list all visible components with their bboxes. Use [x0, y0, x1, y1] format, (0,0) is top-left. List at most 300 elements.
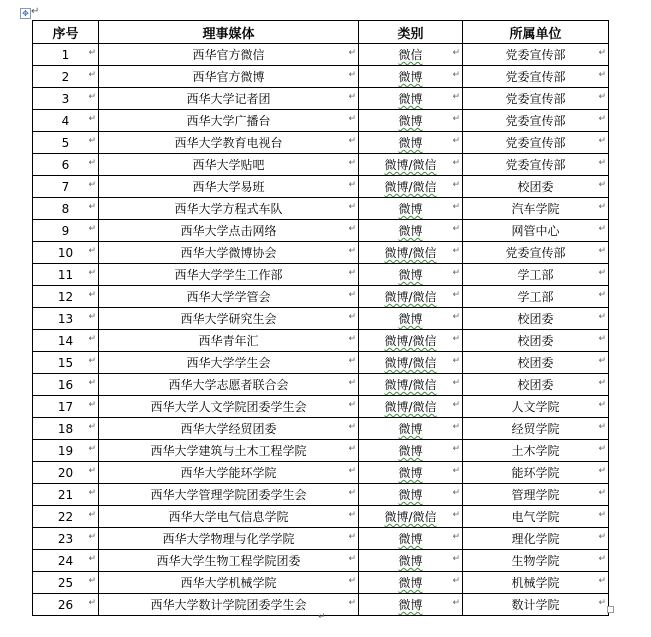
cell-media[interactable]	[99, 440, 359, 462]
cell-end-mark-icon: ↵	[452, 576, 460, 586]
cell-index[interactable]	[33, 396, 99, 418]
cell-end-mark-icon: ↵	[88, 532, 96, 542]
cell-media[interactable]	[99, 374, 359, 396]
cell-end-mark-icon: ↵	[88, 554, 96, 564]
cell-end-mark-icon: ↵	[598, 202, 606, 212]
cell-index[interactable]	[33, 44, 99, 66]
cell-index[interactable]	[33, 330, 99, 352]
cell-unit-text: 管理学院	[511, 488, 560, 502]
cell-unit[interactable]	[463, 132, 609, 154]
cell-end-mark-icon: ↵	[348, 224, 356, 234]
cell-end-mark-icon: ↵	[88, 180, 96, 190]
cell-end-mark-icon: ↵	[598, 444, 606, 454]
cell-media-text: 西华大学管理学院团委学生会	[150, 488, 307, 502]
cell-index-text: 24	[57, 553, 74, 568]
cell-end-mark-icon: ↵	[348, 576, 356, 586]
cell-end-mark-icon: ↵	[88, 312, 96, 322]
cell-index[interactable]	[33, 88, 99, 110]
cell-index[interactable]	[33, 308, 99, 330]
cell-media-text: 西华大学人文学院团委学生会	[150, 400, 307, 414]
table-row	[33, 110, 609, 132]
cell-index[interactable]	[33, 242, 99, 264]
cell-media-text: 西华官方微博	[192, 70, 265, 84]
table-row	[33, 506, 609, 528]
cell-media[interactable]	[99, 176, 359, 198]
cell-category[interactable]	[359, 88, 463, 110]
cell-media[interactable]	[99, 264, 359, 286]
cell-media[interactable]	[99, 330, 359, 352]
table-row	[33, 242, 609, 264]
cell-unit[interactable]	[463, 264, 609, 286]
table-header-row	[33, 21, 609, 44]
cell-category-text: 微博	[398, 114, 423, 128]
table-row	[33, 132, 609, 154]
cell-end-mark-icon: ↵	[88, 48, 96, 58]
cell-end-mark-icon: ↵	[452, 290, 460, 300]
cell-media[interactable]	[99, 220, 359, 242]
cell-index[interactable]	[33, 176, 99, 198]
cell-end-mark-icon: ↵	[88, 268, 96, 278]
cell-end-mark-icon: ↵	[348, 378, 356, 388]
cell-end-mark-icon: ↵	[452, 532, 460, 542]
cell-media[interactable]	[99, 484, 359, 506]
header-unit: 所属单位	[463, 21, 609, 44]
cell-category[interactable]	[359, 110, 463, 132]
cell-end-mark-icon: ↵	[452, 466, 460, 476]
cell-category-text: 微博	[398, 554, 423, 568]
cell-unit[interactable]	[463, 418, 609, 440]
cell-unit-text: 党委宣传部	[505, 114, 566, 128]
cell-category[interactable]	[359, 330, 463, 352]
cell-unit-text: 电气学院	[511, 510, 560, 524]
cell-media[interactable]	[99, 418, 359, 440]
table-row	[33, 308, 609, 330]
cell-end-mark-icon: ↵	[598, 224, 606, 234]
table-body	[33, 44, 609, 616]
table-row	[33, 528, 609, 550]
cell-unit[interactable]	[463, 154, 609, 176]
cell-media-text: 西华大学物理与化学学院	[162, 532, 295, 546]
cell-category-text: 微博	[398, 532, 423, 546]
cell-unit[interactable]	[463, 308, 609, 330]
cell-end-mark-icon: ↵	[348, 488, 356, 498]
table-row	[33, 462, 609, 484]
cell-end-mark-icon: ↵	[452, 554, 460, 564]
cell-unit-text: 党委宣传部	[505, 136, 566, 150]
cell-category[interactable]	[359, 198, 463, 220]
paragraph-mark-icon: ↵	[31, 6, 40, 17]
cell-end-mark-icon: ↵	[88, 92, 96, 102]
cell-media-text: 西华大学生物工程学院团委	[156, 554, 301, 568]
cell-unit[interactable]	[463, 484, 609, 506]
cell-category-text: 微博/微信	[384, 246, 437, 260]
cell-category-text: 微博	[398, 92, 423, 106]
cell-media-text: 西华大学能环学院	[180, 466, 277, 480]
cell-category[interactable]	[359, 528, 463, 550]
cell-media[interactable]	[99, 550, 359, 572]
cell-media[interactable]	[99, 66, 359, 88]
cell-end-mark-icon: ↵	[348, 400, 356, 410]
cell-end-mark-icon: ↵	[88, 70, 96, 80]
cell-unit[interactable]	[463, 220, 609, 242]
cell-media[interactable]	[99, 352, 359, 374]
cell-unit[interactable]	[463, 330, 609, 352]
table-row	[33, 66, 609, 88]
cell-category[interactable]	[359, 66, 463, 88]
cell-end-mark-icon: ↵	[88, 202, 96, 212]
cell-end-mark-icon: ↵	[452, 444, 460, 454]
cell-unit[interactable]	[463, 176, 609, 198]
cell-unit-text: 校团委	[517, 334, 554, 348]
cell-unit-text: 网管中心	[511, 224, 560, 238]
table-resize-handle[interactable]	[607, 606, 614, 613]
cell-index-text: 10	[57, 245, 74, 260]
cell-unit-text: 校团委	[517, 312, 554, 326]
table-row	[33, 220, 609, 242]
cell-index[interactable]	[33, 418, 99, 440]
cell-category[interactable]	[359, 374, 463, 396]
cell-unit-text: 理化学院	[511, 532, 560, 546]
cell-end-mark-icon: ↵	[88, 290, 96, 300]
cell-media-text: 西华大学机械学院	[180, 576, 277, 590]
cell-index-text: 3	[61, 91, 70, 106]
cell-end-mark-icon: ↵	[348, 510, 356, 520]
cell-index[interactable]	[33, 352, 99, 374]
cell-end-mark-icon: ↵	[88, 510, 96, 520]
cell-category-text: 微博/微信	[384, 356, 437, 370]
cell-category[interactable]	[359, 440, 463, 462]
cell-end-mark-icon: ↵	[452, 334, 460, 344]
cell-media-text: 西华大学教育电视台	[174, 136, 283, 150]
cell-index[interactable]	[33, 550, 99, 572]
cell-index-text: 13	[57, 311, 74, 326]
cell-index-text: 19	[57, 443, 74, 458]
cell-end-mark-icon: ↵	[452, 488, 460, 498]
cell-media[interactable]	[99, 462, 359, 484]
cell-end-mark-icon: ↵	[598, 488, 606, 498]
cell-index[interactable]	[33, 484, 99, 506]
cell-index[interactable]	[33, 66, 99, 88]
cell-end-mark-icon: ↵	[348, 48, 356, 58]
cell-unit[interactable]	[463, 88, 609, 110]
cell-end-mark-icon: ↵	[348, 290, 356, 300]
cell-end-mark-icon: ↵	[348, 92, 356, 102]
cell-index-text: 22	[57, 509, 74, 524]
cell-media-text: 西华大学点击网络	[180, 224, 277, 238]
header-index: 序号	[33, 21, 99, 44]
cell-unit-text: 生物学院	[511, 554, 560, 568]
paragraph-mark-icon: ↵	[318, 612, 326, 622]
cell-end-mark-icon: ↵	[348, 444, 356, 454]
cell-category-text: 微博	[398, 576, 423, 590]
cell-end-mark-icon: ↵	[88, 224, 96, 234]
cell-category[interactable]	[359, 572, 463, 594]
table-row	[33, 418, 609, 440]
cell-index-text: 7	[61, 179, 70, 194]
cell-index-text: 6	[61, 157, 70, 172]
cell-end-mark-icon: ↵	[598, 290, 606, 300]
cell-end-mark-icon: ↵	[598, 554, 606, 564]
cell-index-text: 11	[57, 267, 74, 282]
cell-media[interactable]	[99, 198, 359, 220]
cell-media[interactable]	[99, 528, 359, 550]
cell-end-mark-icon: ↵	[348, 312, 356, 322]
cell-category[interactable]	[359, 44, 463, 66]
table-row	[33, 352, 609, 374]
cell-index-text: 23	[57, 531, 74, 546]
cell-index[interactable]	[33, 440, 99, 462]
cell-unit[interactable]	[463, 374, 609, 396]
cell-unit[interactable]	[463, 506, 609, 528]
cell-end-mark-icon: ↵	[598, 532, 606, 542]
cell-category-text: 微博	[398, 136, 423, 150]
cell-unit-text: 党委宣传部	[505, 246, 566, 260]
cell-end-mark-icon: ↵	[598, 158, 606, 168]
cell-category[interactable]	[359, 154, 463, 176]
cell-end-mark-icon: ↵	[88, 334, 96, 344]
cell-category-text: 微博	[398, 268, 423, 282]
cell-index-text: 9	[61, 223, 70, 238]
cell-category-text: 微博/微信	[384, 378, 437, 392]
cell-end-mark-icon: ↵	[348, 158, 356, 168]
cell-end-mark-icon: ↵	[348, 334, 356, 344]
table-row	[33, 198, 609, 220]
cell-end-mark-icon: ↵	[598, 180, 606, 190]
table-row	[33, 484, 609, 506]
table-row	[33, 286, 609, 308]
cell-media[interactable]	[99, 396, 359, 418]
cell-end-mark-icon: ↵	[88, 158, 96, 168]
cell-unit-text: 数计学院	[511, 598, 560, 612]
cell-media[interactable]	[99, 242, 359, 264]
cell-end-mark-icon: ↵	[598, 312, 606, 322]
cell-unit-text: 机械学院	[511, 576, 560, 590]
cell-media[interactable]	[99, 44, 359, 66]
cell-index[interactable]	[33, 220, 99, 242]
cell-unit-text: 党委宣传部	[505, 70, 566, 84]
cell-end-mark-icon: ↵	[598, 422, 606, 432]
cell-index-text: 20	[57, 465, 74, 480]
cell-category[interactable]	[359, 352, 463, 374]
cell-end-mark-icon: ↵	[598, 466, 606, 476]
cell-end-mark-icon: ↵	[598, 268, 606, 278]
cell-category-text: 微博/微信	[384, 290, 437, 304]
cell-index[interactable]	[33, 286, 99, 308]
cell-unit[interactable]	[463, 572, 609, 594]
cell-index-text: 4	[61, 113, 70, 128]
cell-end-mark-icon: ↵	[348, 268, 356, 278]
cell-unit[interactable]	[463, 396, 609, 418]
cell-unit[interactable]	[463, 440, 609, 462]
cell-media-text: 西华大学贴吧	[192, 158, 265, 172]
cell-index[interactable]	[33, 264, 99, 286]
cell-unit-text: 党委宣传部	[505, 48, 566, 62]
cell-index-text: 2	[61, 69, 70, 84]
cell-end-mark-icon: ↵	[88, 488, 96, 498]
cell-unit[interactable]	[463, 462, 609, 484]
cell-index-text: 1	[61, 47, 70, 62]
cell-category-text: 微博	[398, 466, 423, 480]
table-row	[33, 176, 609, 198]
cell-end-mark-icon: ↵	[452, 180, 460, 190]
cell-media-text: 西华大学学生会	[186, 356, 271, 370]
cell-end-mark-icon: ↵	[88, 378, 96, 388]
cell-media-text: 西华大学研究生会	[180, 312, 277, 326]
cell-category[interactable]	[359, 484, 463, 506]
cell-end-mark-icon: ↵	[598, 48, 606, 58]
cell-unit-text: 学工部	[517, 290, 554, 304]
cell-category-text: 微博	[398, 70, 423, 84]
cell-category-text: 微博	[398, 312, 423, 326]
cell-category[interactable]	[359, 132, 463, 154]
cell-end-mark-icon: ↵	[348, 598, 356, 608]
cell-media-text: 西华大学易班	[192, 180, 265, 194]
cell-unit-text: 校团委	[517, 180, 554, 194]
cell-media-text: 西华大学记者团	[186, 92, 271, 106]
cell-index[interactable]	[33, 594, 99, 616]
table-move-handle[interactable]: ✥	[20, 8, 31, 19]
cell-category-text: 微博	[398, 598, 423, 612]
cell-end-mark-icon: ↵	[348, 136, 356, 146]
cell-category[interactable]	[359, 176, 463, 198]
table-row	[33, 154, 609, 176]
cell-unit[interactable]	[463, 198, 609, 220]
cell-index[interactable]	[33, 374, 99, 396]
cell-unit-text: 校团委	[517, 356, 554, 370]
cell-unit-text: 校团委	[517, 378, 554, 392]
cell-unit-text: 经贸学院	[511, 422, 560, 436]
cell-index-text: 17	[57, 399, 74, 414]
cell-media-text: 西华大学电气信息学院	[168, 510, 289, 524]
cell-index-text: 26	[57, 597, 74, 612]
cell-end-mark-icon: ↵	[348, 532, 356, 542]
cell-end-mark-icon: ↵	[88, 136, 96, 146]
cell-end-mark-icon: ↵	[348, 422, 356, 432]
cell-category[interactable]	[359, 506, 463, 528]
cell-media-text: 西华青年汇	[198, 334, 259, 348]
cell-media[interactable]	[99, 506, 359, 528]
cell-end-mark-icon: ↵	[598, 510, 606, 520]
cell-end-mark-icon: ↵	[452, 202, 460, 212]
cell-category[interactable]	[359, 242, 463, 264]
cell-unit[interactable]	[463, 110, 609, 132]
cell-index[interactable]	[33, 528, 99, 550]
cell-media-text: 西华大学学生工作部	[174, 268, 283, 282]
cell-unit-text: 学工部	[517, 268, 554, 282]
cell-end-mark-icon: ↵	[598, 136, 606, 146]
cell-unit-text: 能环学院	[511, 466, 560, 480]
cell-category[interactable]	[359, 286, 463, 308]
cell-unit-text: 人文学院	[511, 400, 560, 414]
cell-end-mark-icon: ↵	[598, 92, 606, 102]
cell-media-text: 西华大学广播台	[186, 114, 271, 128]
cell-end-mark-icon: ↵	[452, 268, 460, 278]
cell-index[interactable]	[33, 110, 99, 132]
cell-category[interactable]	[359, 594, 463, 616]
cell-category-text: 微博	[398, 488, 423, 502]
cell-category[interactable]	[359, 550, 463, 572]
cell-category-text: 微博	[398, 444, 423, 458]
cell-category-text: 微博/微信	[384, 510, 437, 524]
cell-media-text: 西华大学方程式车队	[174, 202, 283, 216]
cell-unit[interactable]	[463, 594, 609, 616]
cell-media[interactable]	[99, 286, 359, 308]
cell-end-mark-icon: ↵	[348, 246, 356, 256]
cell-index[interactable]	[33, 198, 99, 220]
cell-index-text: 5	[61, 135, 70, 150]
cell-media[interactable]	[99, 88, 359, 110]
cell-media-text: 西华大学数计学院团委学生会	[150, 598, 307, 612]
cell-end-mark-icon: ↵	[88, 576, 96, 586]
cell-category[interactable]	[359, 308, 463, 330]
cell-end-mark-icon: ↵	[88, 356, 96, 366]
cell-end-mark-icon: ↵	[452, 378, 460, 388]
cell-end-mark-icon: ↵	[88, 246, 96, 256]
header-media: 理事媒体	[99, 21, 359, 44]
cell-category-text: 微博	[398, 224, 423, 238]
cell-end-mark-icon: ↵	[598, 378, 606, 388]
cell-index-text: 21	[57, 487, 74, 502]
cell-category-text: 微博	[398, 202, 423, 216]
cell-index-text: 14	[57, 333, 74, 348]
cell-media[interactable]	[99, 308, 359, 330]
cell-media[interactable]	[99, 132, 359, 154]
cell-index[interactable]	[33, 462, 99, 484]
cell-media[interactable]	[99, 572, 359, 594]
cell-end-mark-icon: ↵	[348, 70, 356, 80]
cell-end-mark-icon: ↵	[348, 554, 356, 564]
cell-index-text: 16	[57, 377, 74, 392]
cell-unit-text: 党委宣传部	[505, 158, 566, 172]
cell-category[interactable]	[359, 418, 463, 440]
cell-index[interactable]	[33, 572, 99, 594]
cell-media-text: 西华大学志愿者联合会	[168, 378, 289, 392]
cell-end-mark-icon: ↵	[598, 334, 606, 344]
cell-end-mark-icon: ↵	[452, 356, 460, 366]
cell-category[interactable]	[359, 462, 463, 484]
cell-category-text: 微博/微信	[384, 400, 437, 414]
cell-end-mark-icon: ↵	[598, 114, 606, 124]
cell-media[interactable]	[99, 110, 359, 132]
cell-end-mark-icon: ↵	[88, 400, 96, 410]
cell-index[interactable]	[33, 154, 99, 176]
cell-unit[interactable]	[463, 66, 609, 88]
cell-index[interactable]	[33, 506, 99, 528]
cell-category[interactable]	[359, 396, 463, 418]
cell-end-mark-icon: ↵	[598, 356, 606, 366]
cell-unit[interactable]	[463, 44, 609, 66]
table-row	[33, 396, 609, 418]
cell-media[interactable]	[99, 154, 359, 176]
cell-category[interactable]	[359, 264, 463, 286]
cell-end-mark-icon: ↵	[452, 114, 460, 124]
cell-end-mark-icon: ↵	[452, 422, 460, 432]
cell-end-mark-icon: ↵	[348, 114, 356, 124]
cell-unit[interactable]	[463, 550, 609, 572]
table-row	[33, 88, 609, 110]
cell-category[interactable]	[359, 220, 463, 242]
cell-end-mark-icon: ↵	[452, 92, 460, 102]
table-row	[33, 572, 609, 594]
cell-end-mark-icon: ↵	[452, 246, 460, 256]
cell-unit[interactable]	[463, 286, 609, 308]
cell-unit[interactable]	[463, 242, 609, 264]
cell-unit[interactable]	[463, 528, 609, 550]
cell-index-text: 25	[57, 575, 74, 590]
cell-unit-text: 党委宣传部	[505, 92, 566, 106]
cell-unit[interactable]	[463, 352, 609, 374]
cell-index[interactable]	[33, 132, 99, 154]
